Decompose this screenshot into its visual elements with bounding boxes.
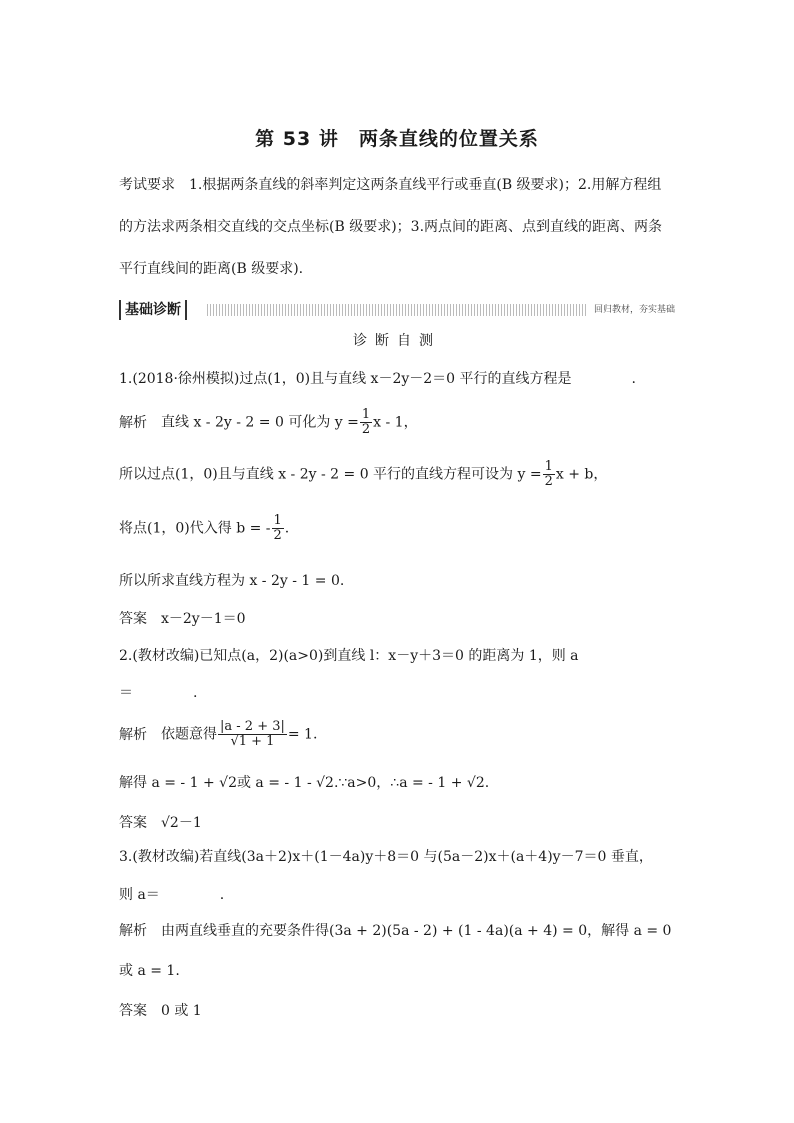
fraction-half [360,408,372,437]
step-text: x - 1， [373,414,418,431]
problem-2-step-2: 解得 a = - 1 + √2或 a = - 1 - √2.∵a>0，∴a = - 1 + √2. [119,775,490,791]
distance-fraction [218,720,287,749]
problem-3-answer [119,1000,202,1020]
problem-1-question [119,368,636,388]
denominator: 2 [273,528,282,543]
numerator: 1 [361,407,371,422]
problem-3-question-cont [119,884,224,904]
step-text: 依题意得 [161,726,217,743]
step-text: . [284,520,290,537]
fraction-half [272,514,284,543]
problem-1-step-3 [119,514,289,543]
step-text: 直线 x - 2y - 2 = 0 可化为 y = [161,414,359,431]
problem-1-text: 1.(2018·徐州模拟)过点(1，0)且与直线 x－2y－2＝0 平行的直线方程是 [119,371,572,387]
solution-label: 解析 [119,726,147,743]
denominator: 2 [544,474,553,489]
section-banner [119,300,679,320]
answer-label: 答案 [119,815,147,831]
step-text: 将点(1，0)代入得 b = - [119,520,271,537]
answer-value: √2－1 [161,815,202,831]
problem-2-question-cont [119,682,197,702]
problem-1-answer [119,608,246,628]
step-text: 由两直线垂直的充要条件得(3a + 2)(5a - 2) + (1 - 4a)(a + 4) = 0，解得 a = 0 [161,923,672,939]
denominator: 2 [361,422,371,437]
step-text: . [193,685,198,701]
step-text: 则 a＝ [119,887,160,903]
solution-label: 解析 [119,414,147,431]
problem-3-question: 3.(教材改编)若直线(3a＋2)x＋(1－4a)y＋8＝0 与(5a－2)x＋(a＋4)y－7＝0 垂直， [119,849,653,865]
problem-1-end: . [631,371,636,387]
problem-3-step-2: 或 a = 1. [119,963,180,979]
problem-2-step-1 [119,720,317,749]
problem-2-question: 2.(教材改编)已知点(a，2)(a>0)到直线 l：x－y＋3＝0 的距离为 1，则 a [119,648,579,664]
problem-1-step-2 [119,460,607,489]
step-text: ＝ [119,685,133,701]
fraction-half [543,460,555,489]
answer-label: 答案 [119,1003,147,1019]
lecture-title: 第 53 讲 两条直线的位置关系 [255,128,539,150]
requirements-text: 1.根据两条直线的斜率判定这两条直线平行或垂直(B 级要求)；2.用解方程组的方法求两条相交直线的交点坐标(B 级要求)；3.两点间的距离、点到直线的距离、两条平行直线间的距离(B 级要求). [119,177,663,277]
numerator: 1 [273,513,282,528]
problem-2-answer [119,812,202,832]
section-name: 基础诊断 [119,300,187,320]
problem-1-step-1 [119,408,418,437]
answer-label: 答案 [119,611,147,627]
exam-requirements [119,164,675,290]
step-text: x + b， [555,466,608,483]
section-subheading: 诊断自测 [353,333,441,349]
requirements-label: 考试要求 [119,177,175,193]
problem-3-step-1 [119,920,671,940]
answer-value: 0 或 1 [161,1003,202,1019]
denominator: √1 + 1 [230,734,275,749]
numerator: 1 [544,459,553,474]
answer-value: x－2y－1＝0 [161,611,246,627]
section-tagline: 回归教材，夯实基础 [586,302,679,318]
step-text: 所以过点(1，0)且与直线 x - 2y - 2 = 0 平行的直线方程可设为 y = [119,466,542,483]
step-text: . [219,887,225,903]
problem-1-step-4: 所以所求直线方程为 x - 2y - 1 = 0. [119,573,345,589]
numerator: |a - 2 + 3| [220,719,285,734]
step-text: = 1. [287,726,318,743]
solution-label: 解析 [119,923,147,939]
